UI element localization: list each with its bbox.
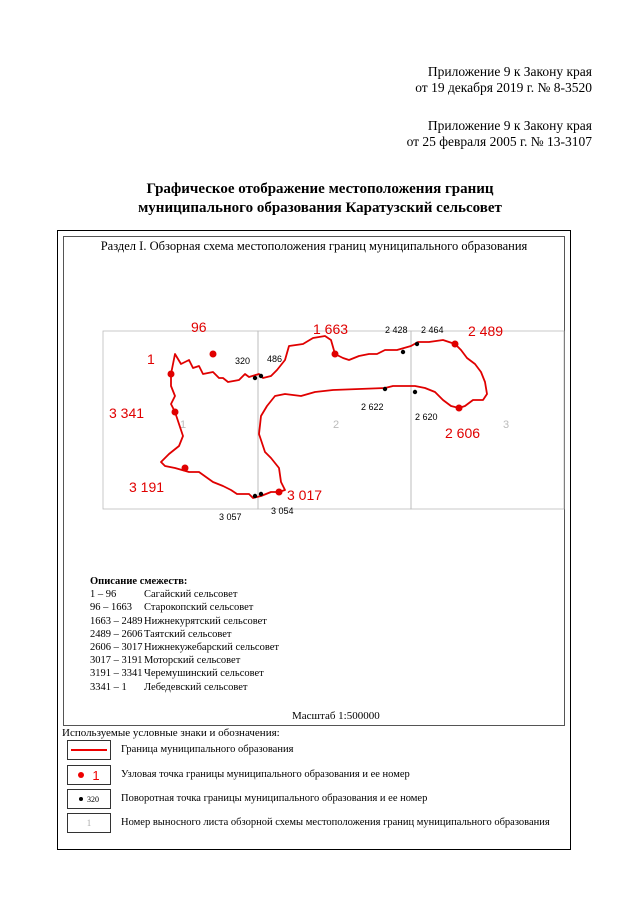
- turn-label-320: 320: [235, 356, 251, 366]
- nodal-point-3017: [276, 489, 283, 496]
- nodal-label-3341: 3 341: [109, 405, 145, 421]
- map-scale: Масштаб 1:500000: [292, 710, 380, 722]
- nodal-label-3191: 3 191: [129, 479, 165, 495]
- law-reference-old: [407, 118, 592, 150]
- municipal-boundary-line: [161, 336, 487, 498]
- turn-label-3057: 3 057: [219, 512, 242, 522]
- black-dot-icon: [79, 797, 83, 801]
- boundary-map: [63, 236, 565, 566]
- nodal-label-2606: 2 606: [445, 425, 481, 441]
- legend-sample-number: 1: [86, 818, 92, 828]
- map-section-title: Раздел I. Обзорная схема местоположения границ муниципального образования: [100, 239, 528, 253]
- turn-point-3054: [259, 492, 263, 496]
- legend-symbol-boundary-line: [67, 740, 111, 760]
- red-dot-icon: [78, 772, 84, 778]
- nodal-label-1: 1: [147, 351, 155, 367]
- adjacency-neighbor: Нижнекурятский сельсовет: [144, 615, 267, 627]
- turn-point-2464: [415, 342, 419, 346]
- nodal-point-1663: [332, 351, 339, 358]
- adjacency-neighbor: Старокопский сельсовет: [144, 602, 254, 614]
- title-line-2: муниципального образования Каратузский сельсовет: [138, 200, 502, 216]
- adjacency-neighbor: Черемушинский сельсовет: [144, 668, 264, 680]
- legend-symbol-nodal-point: [67, 765, 111, 785]
- adjacency-range: 1663 – 2489: [90, 615, 143, 627]
- legend-title: Используемые условные знаки и обозначения:: [62, 727, 280, 739]
- nodal-point-2489: [452, 341, 459, 348]
- legend-text: Узловая точка границы муниципального образования и ее номер: [121, 769, 410, 780]
- nodal-point-96: [210, 351, 217, 358]
- adjacency-row: [90, 641, 279, 654]
- legend-text: Граница муниципального образования: [121, 744, 294, 755]
- adjacency-neighbor: Таятский сельсовет: [144, 628, 232, 640]
- adjacency-row: [90, 601, 279, 614]
- nodal-point-1: [168, 371, 175, 378]
- nodal-label-2489: 2 489: [468, 323, 504, 339]
- legend-symbol-sheet-number: [67, 813, 111, 833]
- adjacency-range: 3191 – 3341: [90, 668, 143, 680]
- adjacency-range: 96 – 1663: [90, 602, 132, 614]
- nodal-label-3017: 3 017: [287, 487, 323, 503]
- turn-label-3054: 3 054: [271, 506, 294, 516]
- sheet-number-3: 3: [503, 419, 510, 431]
- adjacency-range: 2489 – 2606: [90, 628, 143, 640]
- adjacency-neighbor: Нижнекужебарский сельсовет: [144, 642, 279, 654]
- legend-item-nodal-point: [63, 765, 565, 787]
- adjacency-list: [90, 588, 279, 694]
- adjacency-range: 1 – 96: [90, 589, 117, 601]
- adjacency-row: [90, 628, 279, 641]
- adjacency-range: 3017 – 3191: [90, 655, 143, 667]
- adjacency-title: Описание смежеств:: [90, 576, 188, 587]
- nodal-label-1663: 1 663: [313, 321, 349, 337]
- turn-point-3057: [253, 494, 257, 498]
- adjacency-row: [90, 654, 279, 667]
- legend-text: Поворотная точка границы муниципального образования и ее номер: [121, 793, 428, 804]
- legend-item-sheet-number: [63, 813, 565, 835]
- adjacency-row: [90, 615, 279, 628]
- document-title: [0, 180, 640, 218]
- turn-point-320: [253, 376, 257, 380]
- turn-point-2620: [413, 390, 417, 394]
- turn-point-2428: [401, 350, 405, 354]
- turn-point-486: [259, 374, 263, 378]
- nodal-point-3341: [172, 409, 179, 416]
- adjacency-description: [90, 575, 279, 694]
- law-reference-new: [415, 64, 592, 96]
- legend-sample-number: 1: [92, 767, 100, 783]
- nodal-point-2606: [456, 405, 463, 412]
- adjacency-range: 2606 – 3017: [90, 642, 143, 654]
- turn-label-2428: 2 428: [385, 325, 408, 335]
- adjacency-row: [90, 588, 279, 601]
- turn-label-2464: 2 464: [421, 325, 444, 335]
- turn-label-486: 486: [267, 354, 283, 364]
- legend-item-turn-point: [63, 789, 565, 811]
- nodal-point-3191: [182, 465, 189, 472]
- adjacency-range: 3341 – 1: [90, 681, 127, 693]
- law-line-3: Приложение 9 к Закону края: [427, 118, 592, 133]
- turn-label-2620: 2 620: [415, 412, 438, 422]
- sheet-number-1: 1: [180, 419, 187, 431]
- title-line-1: Графическое отображение местоположения границ: [146, 181, 494, 197]
- turn-point-2622: [383, 387, 387, 391]
- legend-item-boundary: [63, 740, 565, 762]
- adjacency-neighbor: Сагайский сельсовет: [144, 589, 238, 601]
- law-line-4: от 25 февраля 2005 г. № 13-3107: [406, 134, 592, 149]
- adjacency-row: [90, 667, 279, 680]
- law-line-2: от 19 декабря 2019 г. № 8-3520: [415, 80, 592, 95]
- legend-sample-number: 320: [87, 794, 99, 804]
- legend-text: Номер выносного листа обзорной схемы местоположения границ муниципального образования: [121, 817, 550, 828]
- adjacency-neighbor: Лебедевский сельсовет: [144, 681, 248, 693]
- sheet-number-2: 2: [333, 419, 340, 431]
- adjacency-neighbor: Моторский сельсовет: [144, 655, 241, 667]
- adjacency-row: [90, 681, 279, 694]
- turn-label-2622: 2 622: [361, 402, 384, 412]
- nodal-label-96: 96: [191, 319, 207, 335]
- legend-symbol-turn-point: [67, 789, 111, 809]
- law-line-1: Приложение 9 к Закону края: [427, 64, 592, 79]
